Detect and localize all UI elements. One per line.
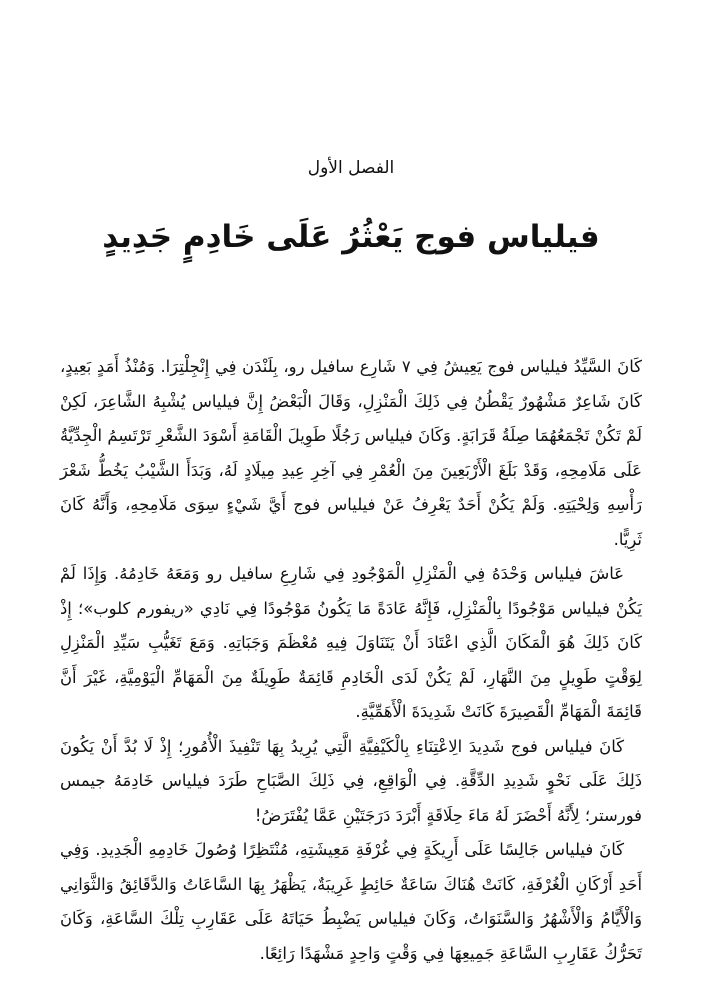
paragraph-3: كَانَ فيلياس فوج شَدِيدَ الِاعْتِنَاءِ بِالْكَيْفِيَّةِ الَّتِي يُرِيدُ بِهَا تَنْفِيذَ الْأُمُورِ؛ إِذْ لَا بُدَّ أَنْ يَكُونَ ذَلِكَ عَلَى نَحْوٍ شَدِيدِ الدِّقَّةِ. فِي الْوَاقِعِ، فِي ذَلِكَ الصَّبَاحِ طَرَدَ فيلياس خَادِمَهُ جيمس فورستر؛ لِأَنَّهُ أَحْضَرَ لَهُ مَاءَ حِلَاقَةٍ أَبْرَدَ دَرَجَتَيْنِ عَمَّا يُفْتَرَضُ! xyxy=(60,736,642,825)
paragraph-2: عَاشَ فيلياس وَحْدَهُ فِي الْمَنْزِلِ الْمَوْجُودِ فِي شَارِعِ سافيل رو وَمَعَهُ خَادِمُهُ. وَإِذَا لَمْ يَكُنْ فيلياس مَوْجُودًا بِالْمَنْزِلِ، فَإِنَّهُ عَادَةً مَا يَكُونُ مَوْجُودًا فِي نَادِي «ريفورم كلوب»؛ إِذْ كَانَ ذَلِكَ هُوَ الْمَكَانَ الَّذِي اعْتَادَ أَنْ يَتَنَاوَلَ فِيهِ مُعْظَمَ وَجَبَاتِهِ. وَمَعَ تَغَيُّبِ سَيِّدِ الْمَنْزِلِ لِوَقْتٍ طَوِيلٍ مِنَ النَّهَارِ، لَمْ يَكُنْ لَدَى الْخَادِمِ قَائِمَةٌ طَوِيلَةٌ مِنَ الْمَهَامِّ الْيَوْمِيَّةِ، غَيْرَ أَنَّ قَائِمَةَ الْمَهَامِّ الْقَصِيرَةَ كَانَتْ شَدِيدَةَ الْأَهَمِّيَّةِ. xyxy=(60,564,642,721)
paragraph-4: كَانَ فيلياس جَالِسًا عَلَى أَرِيكَةٍ فِي غُرْفَةِ مَعِيشَتِهِ، مُنْتَظِرًا وُصُولَ خَادِمِهِ الْجَدِيدِ. وَفِي أَحَدِ أَرْكَانِ الْغُرْفَةِ، كَانَتْ هُنَاكَ سَاعَةٌ حَائِطٍ غَرِيبَةٌ، يَظْهَرُ بِهَا السَّاعَاتُ وَالدَّقَائِقُ وَالثَّوَانِي وَالْأَيَّامُ وَالْأَشْهُرُ وَالسَّنَوَاتُ، وَكَانَ فيلياس يَضْبِطُ حَيَاتَهُ عَلَى عَقَارِبِ تِلْكَ السَّاعَةِ، وَكَانَ تَحَرُّكُ عَقَارِبِ السَّاعَةِ جَمِيعِهَا فِي وَقْتٍ وَاحِدٍ مَشْهَدًا رَائِعًا. xyxy=(60,840,642,963)
chapter-body xyxy=(60,350,642,971)
chapter-title: فيلياس فوج يَعْثُرُ عَلَى خَادِمٍ جَدِيدٍ xyxy=(102,219,600,255)
paragraph-1: كَانَ السَّيِّدُ فيلياس فوج يَعِيشُ فِي ٧ شَارِع سافيل رو، بِلَنْدَن فِي إِنْجِلْتِرَا. وَمُنْذُ أَمَدٍ بَعِيدٍ، كَانَ شَاعِرٌ مَشْهُورٌ يَقْطُنُ فِي ذَلِكَ الْمَنْزِلِ، وَقَالَ الْبَعْضُ إِنَّ فيلياس يُشْبِهُ الشَّاعِرَ، لَكِنْ لَمْ تَكُنْ تَجْمَعُهُمَا صِلَةُ قَرَابَةٍ. وَكَانَ فيلياس رَجُلًا طَوِيلَ الْقَامَةِ أَسْوَدَ الشَّعْرِ تَرْتَسِمُ الْجِدِّيَّةُ عَلَى مَلَامِحِهِ، وَقَدْ بَلَغَ الْأَرْبَعِينَ مِنَ الْعُمْرِ فِي آخِرِ عِيدِ مِيلَادٍ لَهُ، وَبَدَأَ الشَّيْبُ يَخُطُّ شَعْرَ رَأْسِهِ وَلِحْيَتِهِ. وَلَمْ يَكُنْ أَحَدٌ يَعْرِفُ عَنْ فيلياس فوج أَيَّ شَيْءٍ سِوَى مَلَامِحِهِ، وَأَنَّهُ كَانَ ثَرِيًّا. xyxy=(60,357,642,549)
chapter-label: الفصل الأول xyxy=(307,158,395,178)
